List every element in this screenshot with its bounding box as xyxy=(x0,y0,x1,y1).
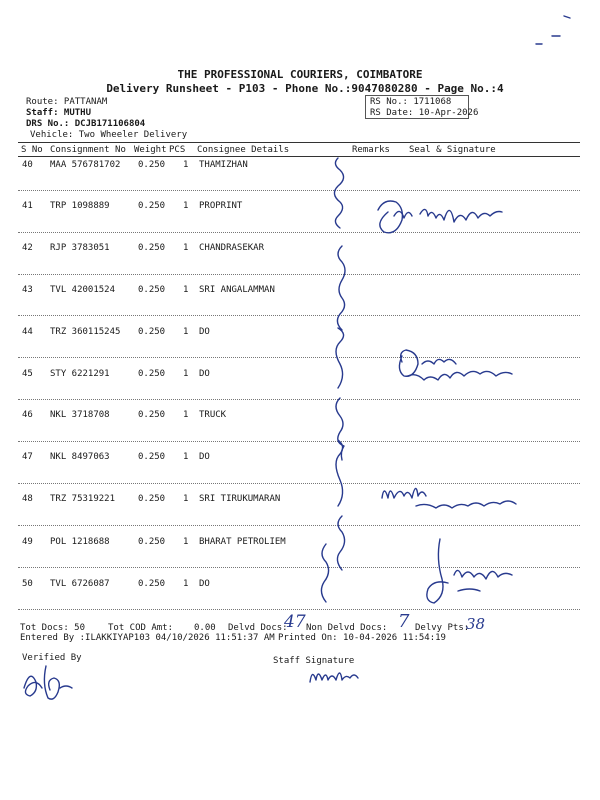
row-weight: 0.250 xyxy=(138,369,166,379)
row-consignee: DO xyxy=(199,452,210,462)
signature-do-group xyxy=(392,340,532,390)
staff-signature-label: Staff Signature xyxy=(273,656,355,666)
row-consignee: THAMIZHAN xyxy=(199,160,248,170)
row-divider xyxy=(18,399,580,400)
row-sno: 42 xyxy=(22,243,33,253)
tot-cod-label: Tot COD Amt: xyxy=(108,623,174,633)
col-sno: S No xyxy=(21,145,43,155)
rs-no: RS No.: 1711068 xyxy=(370,97,452,107)
delvd-docs-handwritten: 47 xyxy=(284,612,306,632)
header-top-rule xyxy=(18,142,580,143)
row-divider xyxy=(18,274,580,275)
col-seal: Seal & Signature xyxy=(409,145,496,155)
drs-label: DRS No.: DCJB171106804 xyxy=(26,119,146,129)
row-consignment: NKL 8497063 xyxy=(50,452,110,462)
row-pcs: 1 xyxy=(183,537,189,547)
delvy-pts-label: Delvy Pts: xyxy=(415,623,470,633)
row-weight: 0.250 xyxy=(138,201,166,211)
route-label: Route: PATTANAM xyxy=(26,97,108,107)
row-sno: 43 xyxy=(22,285,33,295)
row-weight: 0.250 xyxy=(138,243,166,253)
row-pcs: 1 xyxy=(183,285,189,295)
row-consignment: TVL 42001524 xyxy=(50,285,116,295)
row-sno: 40 xyxy=(22,160,33,170)
row-sno: 48 xyxy=(22,494,33,504)
entered-by: Entered By :ILAKKIYAP103 04/10/2026 11:51:37 AM xyxy=(20,633,275,643)
signature-tirukumaran xyxy=(376,474,526,524)
row-consignee: DO xyxy=(199,579,210,589)
row-consignee: SRI TIRUKUMARAN xyxy=(199,494,281,504)
row-divider xyxy=(18,525,580,526)
row-consignment: RJP 3783051 xyxy=(50,243,110,253)
row-consignee: SRI ANGALAMMAN xyxy=(199,285,275,295)
printed-on: Printed On: 10-04-2026 11:54:19 xyxy=(278,633,446,643)
row-weight: 0.250 xyxy=(138,410,166,420)
row-weight: 0.250 xyxy=(138,494,166,504)
row-consignee: PROPRINT xyxy=(199,201,243,211)
non-delvd-label: Non Delvd Docs: xyxy=(306,623,388,633)
delvy-pts-handwritten: 38 xyxy=(466,615,486,633)
row-pcs: 1 xyxy=(183,494,189,504)
col-consignment: Consignment No xyxy=(50,145,126,155)
remarks-brace-marks xyxy=(318,150,368,610)
verified-by-label: Verified By xyxy=(22,653,82,663)
runsheet-title: Delivery Runsheet - P103 - Phone No.:9047080280 - Page No.:4 xyxy=(106,82,504,95)
row-weight: 0.250 xyxy=(138,579,166,589)
signature-proprint xyxy=(370,180,510,240)
row-consignment: STY 6221291 xyxy=(50,369,110,379)
signature-staff xyxy=(306,664,366,686)
col-remarks: Remarks xyxy=(352,145,390,155)
row-sno: 44 xyxy=(22,327,33,337)
row-sno: 46 xyxy=(22,410,33,420)
row-consignment: NKL 3718708 xyxy=(50,410,110,420)
rs-date: RS Date: 10-Apr-2026 xyxy=(370,108,479,118)
row-weight: 0.250 xyxy=(138,327,166,337)
row-weight: 0.250 xyxy=(138,537,166,547)
row-divider xyxy=(18,315,580,316)
corner-marks xyxy=(530,8,590,48)
staff-label: Staff: MUTHU xyxy=(26,108,92,118)
signature-bharat xyxy=(418,535,528,610)
row-pcs: 1 xyxy=(183,243,189,253)
col-consignee: Consignee Details xyxy=(197,145,290,155)
row-pcs: 1 xyxy=(183,369,189,379)
row-weight: 0.250 xyxy=(138,160,166,170)
col-pcs: PCS xyxy=(169,145,186,155)
row-sno: 41 xyxy=(22,201,33,211)
row-consignee: CHANDRASEKAR xyxy=(199,243,265,253)
tot-docs: Tot Docs: 50 xyxy=(20,623,86,633)
row-consignment: TRP 1098889 xyxy=(50,201,110,211)
row-divider xyxy=(18,441,580,442)
row-weight: 0.250 xyxy=(138,285,166,295)
row-pcs: 1 xyxy=(183,452,189,462)
company-title: THE PROFESSIONAL COURIERS, COIMBATORE xyxy=(177,68,423,81)
row-consignee: DO xyxy=(199,327,210,337)
row-sno: 50 xyxy=(22,579,33,589)
row-consignment: MAA 576781702 xyxy=(50,160,121,170)
delvd-docs-label: Delvd Docs: xyxy=(228,623,288,633)
row-pcs: 1 xyxy=(183,160,189,170)
tot-cod-value: 0.00 xyxy=(194,623,216,633)
signature-verified xyxy=(20,658,80,703)
col-weight: Weight xyxy=(134,145,167,155)
row-pcs: 1 xyxy=(183,579,189,589)
row-consignee: TRUCK xyxy=(199,410,227,420)
header-bottom-rule xyxy=(18,156,580,157)
row-sno: 47 xyxy=(22,452,33,462)
non-delvd-handwritten: 7 xyxy=(398,611,410,632)
row-consignment: POL 1218688 xyxy=(50,537,110,547)
row-weight: 0.250 xyxy=(138,452,166,462)
row-consignment: TRZ 360115245 xyxy=(50,327,121,337)
row-pcs: 1 xyxy=(183,410,189,420)
vehicle-label: Vehicle: Two Wheeler Delivery xyxy=(30,130,188,140)
row-sno: 49 xyxy=(22,537,33,547)
row-consignee: BHARAT PETROLIEM xyxy=(199,537,286,547)
row-consignment: TVL 6726087 xyxy=(50,579,110,589)
row-consignee: DO xyxy=(199,369,210,379)
row-consignment: TRZ 75319221 xyxy=(50,494,116,504)
row-pcs: 1 xyxy=(183,327,189,337)
row-sno: 45 xyxy=(22,369,33,379)
row-pcs: 1 xyxy=(183,201,189,211)
